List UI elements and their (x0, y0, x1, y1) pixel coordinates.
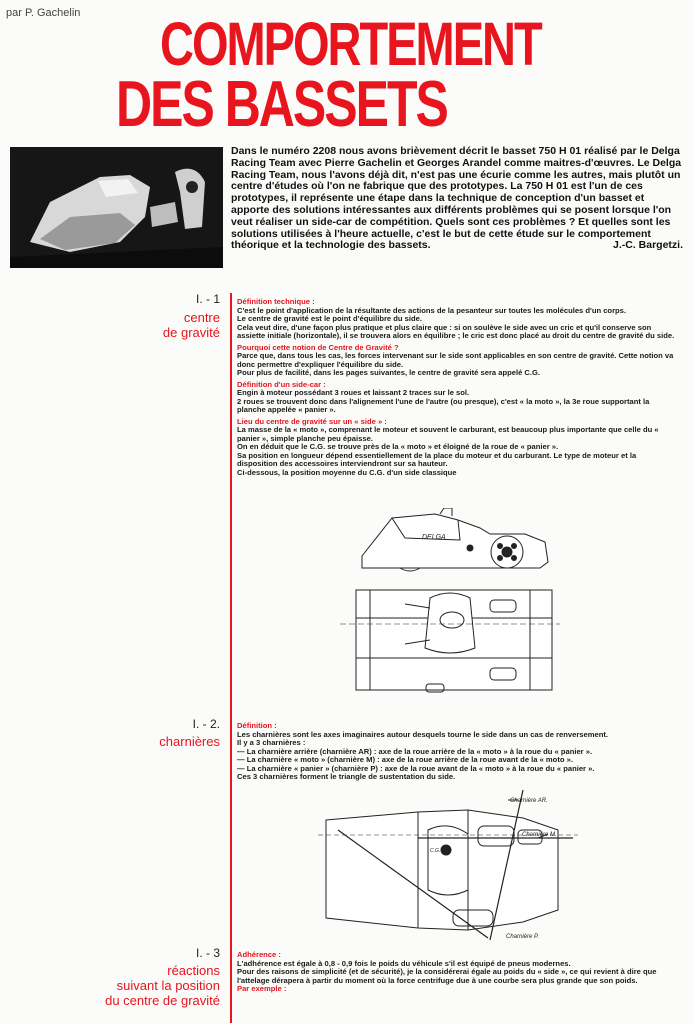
block-text: Ci-dessous, la position moyenne du C.G. d'un side classique (237, 467, 457, 477)
section-3-title-line: suivant la position (116, 978, 220, 993)
block-text: La masse de la « moto », comprenant le moteur et souvent le carburant, est beaucoup plus importante que celle du « panier », simple planche peu épaisse. (237, 425, 659, 443)
section-2-body (237, 722, 677, 782)
section-1-body (237, 298, 677, 477)
block-heading: Définition : (237, 721, 277, 730)
block-text: — La charnière « moto » (charnière M) : axe de la roue arrière de la roue avant de la « moto ». (237, 755, 573, 764)
section-divider-line (230, 293, 232, 1023)
block-heading: Pourquoi cette notion de Centre de Gravité ? (237, 342, 399, 352)
basset-diagram (340, 508, 560, 708)
block-text: Pour des raisons de simplicité (et de sécurité), je la considérerai égale au poids du « side », ce qui revient à dire que l'attelage dérapera à partir du moment où la force centrifuge due à une courbe sera plus grande que son poids. (237, 967, 657, 985)
section-2-title-line: charnières (159, 734, 220, 749)
section-3-number: I. - 3 (195, 946, 220, 960)
block-text: Parce que, dans tous les cas, les forces intervenant sur le side sont applicables en son centre de gravité. Cette notion va donc permettre d'expliquer l'équilibre du side. (237, 351, 674, 369)
block-text: On en déduit que le C.G. se trouve près de la « moto » et éloigné de la roue de « panier ». (237, 442, 559, 451)
block-text: — La charnière arrière (charnière AR) : axe de la roue arrière de la « moto » à la roue du « panier ». (237, 746, 593, 756)
section-1-number: I. - 1 (195, 292, 220, 306)
block-text: 2 roues se trouvent donc dans l'alignement l'une de l'autre (ou presque), c'est « la moto », la 3e roue supportant la planche appelée « panier ». (237, 396, 650, 414)
section-2-title (159, 734, 220, 749)
hinge-label-m: Charnière M. (522, 832, 557, 838)
car-side-label: DELGA (422, 534, 446, 541)
block-text: L'adhérence est égale à 0,8 - 0,9 fois le poids du véhicule s'il est équipé de pneus modernes. (237, 958, 571, 968)
section-3-title (105, 963, 220, 1008)
page-title-line-1: COMPORTEMENT (160, 9, 541, 79)
intro-paragraph (231, 146, 683, 252)
hinge-label-ar: Charnière AR. (510, 798, 548, 804)
section-2-number: I. - 2. (192, 717, 220, 731)
section-3-title-line: du centre de gravité (105, 993, 220, 1008)
page-title-line-2: DES BASSETS (116, 67, 447, 141)
block-text: C'est le point d'application de la résultante des actions de la pesanteur sur toutes les molécules d'un corps. (237, 305, 626, 315)
block-text: Sa position en longueur dépend essentiellement de la place du moteur et du carburant. Le type de moteur et la disposition des accessoires interviendront sur sa hauteur. (237, 450, 637, 468)
block-text: Il y a 3 charnières : (237, 738, 306, 747)
section-1-title-line: de gravité (162, 325, 220, 340)
intro-signature: J.-C. Bargetzi. (612, 239, 683, 252)
intro-text: Dans le numéro 2208 nous avons brièvement décrit le basset 750 H 01 réalisé par le Delga Racing Team avec Pierre Gachelin et Georges Arandel comme maitres-d'œuvres. Le Delga Racing Team, nous l'avons déjà dit, n'est pas une écurie comme les autres, mais plutôt un centre d'études où l'on ne fabrique que des prototypes. La 750 H 01 est l'un de ces prototypes, il représente une étape dans la technique de conception d'un basset et apporte des solutions intéressantes aux différents problèmes qui se posent lorsque l'on veut réaliser un side-car de compétition. Quels sont ces problèmes ? Et quelles sont les solutions utilisées à l'heure actuelle, c'est le but de cette étude sur le comportement théorique et la technologie des bassets. (231, 145, 682, 252)
section-3-title-line: réactions (167, 963, 220, 978)
block-text: Ces 3 charnières forment le triangle de sustentation du side. (237, 772, 456, 781)
block-text: Engin à moteur possédant 3 roues et laissant 2 traces sur le sol. (237, 388, 470, 397)
basset-photo (10, 147, 223, 268)
section-3-body (237, 951, 677, 994)
block-text: Pour plus de facilité, dans les pages suivantes, le centre de gravité sera appelé C.G. (237, 368, 541, 377)
hinge-label-p: Charnière P. (506, 934, 539, 940)
block-text: Les charnières sont les axes imaginaires autour desquels tourne le side dans un cas de renversement. (237, 729, 608, 739)
block-heading: Adhérence : (237, 950, 281, 959)
block-heading: Définition technique : (237, 297, 315, 306)
section-1-title (163, 310, 220, 340)
block-heading: Définition d'un side-car : (237, 379, 326, 389)
block-heading: Lieu du centre de gravité sur un « side » : (237, 416, 387, 426)
hinge-label-cg: C.G. (430, 848, 441, 854)
hinges-diagram (318, 790, 578, 946)
block-text: Cela veut dire, d'une façon plus pratique et plus claire que : si on soulève le side avec un cric et qu'il conserve son assiette initiale (horizontale), il se trouvera alors en équilibre ; le cric est donc placé au droit du centre de gravité du side. (237, 322, 675, 340)
author-byline: par P. Gachelin (6, 7, 81, 19)
block-heading: Par exemple : (237, 984, 287, 993)
section-1-title-line: centre (183, 310, 220, 325)
block-text: — La charnière « panier » (charnière P) : axe de la roue avant de la « moto » à la roue du « panier ». (237, 763, 595, 773)
block-text: Le centre de gravité est le point d'équilibre du side. (237, 314, 422, 323)
